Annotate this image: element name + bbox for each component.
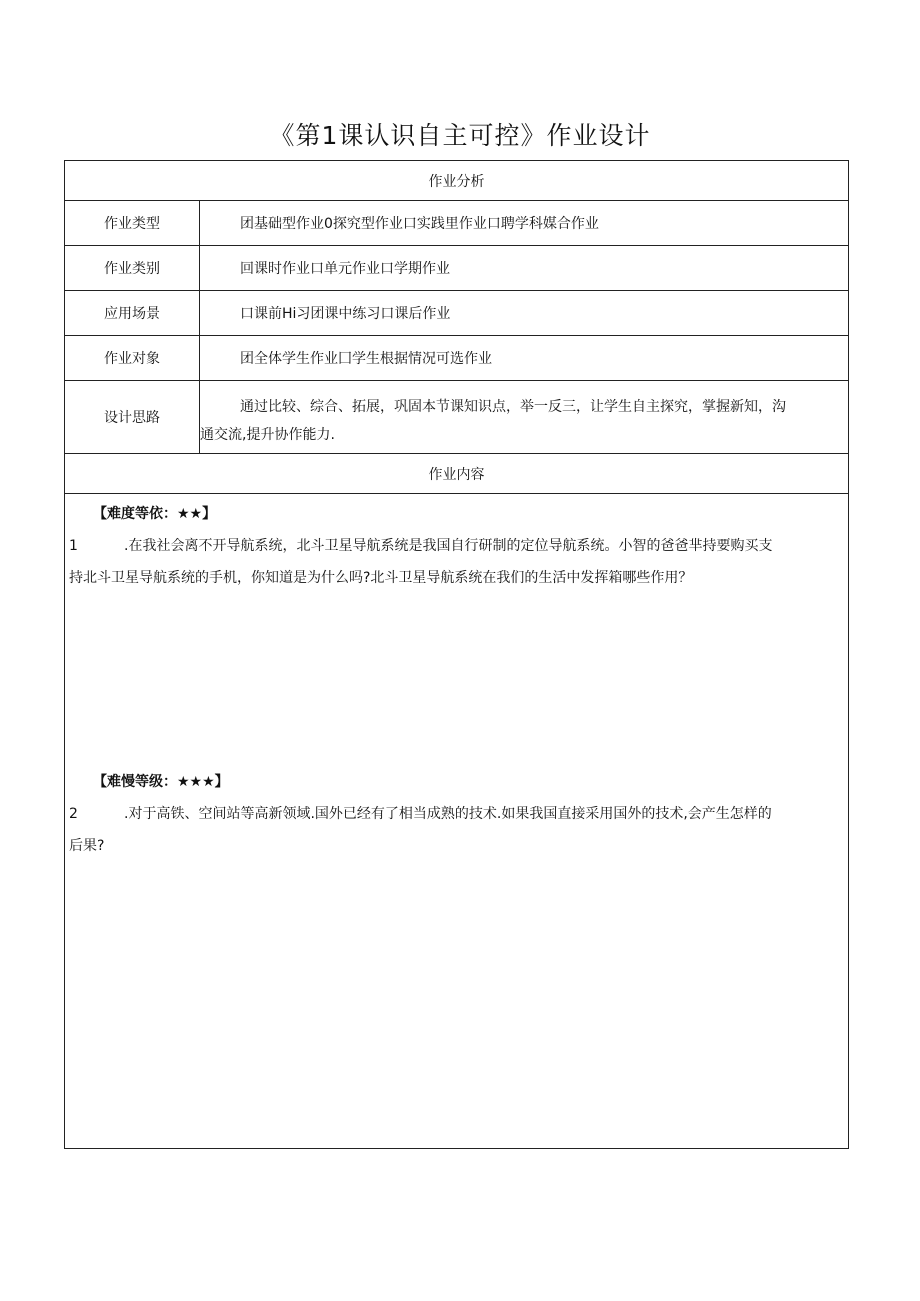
question-2-line-1: .对于高铁、空间站等高新领域.国外已经有了相当成熟的技术.如果我国直接采用国外的技术,会产生怎样的 bbox=[124, 806, 772, 822]
content-row bbox=[65, 494, 849, 1149]
design-idea-line-2: 通交流,提升协作能力. bbox=[200, 427, 335, 443]
difficulty-level-1: 【难度等依：★★】 bbox=[93, 506, 217, 522]
question-1-line-1: .在我社会离不开导航系统，北斗卫星导航系统是我国自行研制的定位导航系统。小智的爸爸芈持要购买支 bbox=[124, 538, 773, 554]
homework-design-table bbox=[64, 160, 849, 1149]
design-idea-label: 设计思路 bbox=[65, 381, 200, 454]
design-idea-line-1: 通过比较、综合、拓展，巩固本节课知识点，举一反三，让学生自主探究，掌握新知，沟 bbox=[240, 399, 786, 415]
homework-category-value: 回课时作业口单元作业口学期作业 bbox=[200, 246, 849, 291]
table-row bbox=[65, 291, 849, 336]
table-row bbox=[65, 381, 849, 454]
answer-space-1 bbox=[69, 594, 844, 768]
question-number-1: 1 bbox=[69, 538, 78, 554]
homework-target-value: 团全体学生作业囗学生根据情况可选作业 bbox=[200, 336, 849, 381]
analysis-header-row bbox=[65, 161, 849, 201]
homework-type-label: 作业类型 bbox=[65, 201, 200, 246]
question-1 bbox=[69, 530, 844, 594]
question-2-line-2: 后果? bbox=[69, 838, 105, 854]
difficulty-level-2: 【难慢等级：★★★】 bbox=[93, 774, 229, 790]
table-row bbox=[65, 201, 849, 246]
question-2 bbox=[69, 798, 844, 862]
homework-category-label: 作业类别 bbox=[65, 246, 200, 291]
application-scene-label: 应用场景 bbox=[65, 291, 200, 336]
table-row bbox=[65, 246, 849, 291]
content-header: 作业内容 bbox=[65, 454, 849, 494]
question-number-2: 2 bbox=[69, 806, 78, 822]
design-idea-value bbox=[200, 381, 849, 454]
analysis-header: 作业分析 bbox=[65, 161, 849, 201]
homework-target-label: 作业对象 bbox=[65, 336, 200, 381]
page-title: 《第1课认识自主可控》作业设计 bbox=[269, 121, 651, 150]
question-1-line-2: 持北斗卫星导航系统的手机，你知道是为什么吗?北斗卫星导航系统在我们的生活中发挥箱哪些作用？ bbox=[69, 570, 693, 586]
homework-type-value: 团基础型作业0探究型作业口实践里作业口聘学科媒合作业 bbox=[200, 201, 849, 246]
application-scene-value: 口课前Hi习团课中练习口课后作业 bbox=[200, 291, 849, 336]
content-body bbox=[65, 494, 849, 1149]
table-row bbox=[65, 336, 849, 381]
content-header-row bbox=[65, 454, 849, 494]
